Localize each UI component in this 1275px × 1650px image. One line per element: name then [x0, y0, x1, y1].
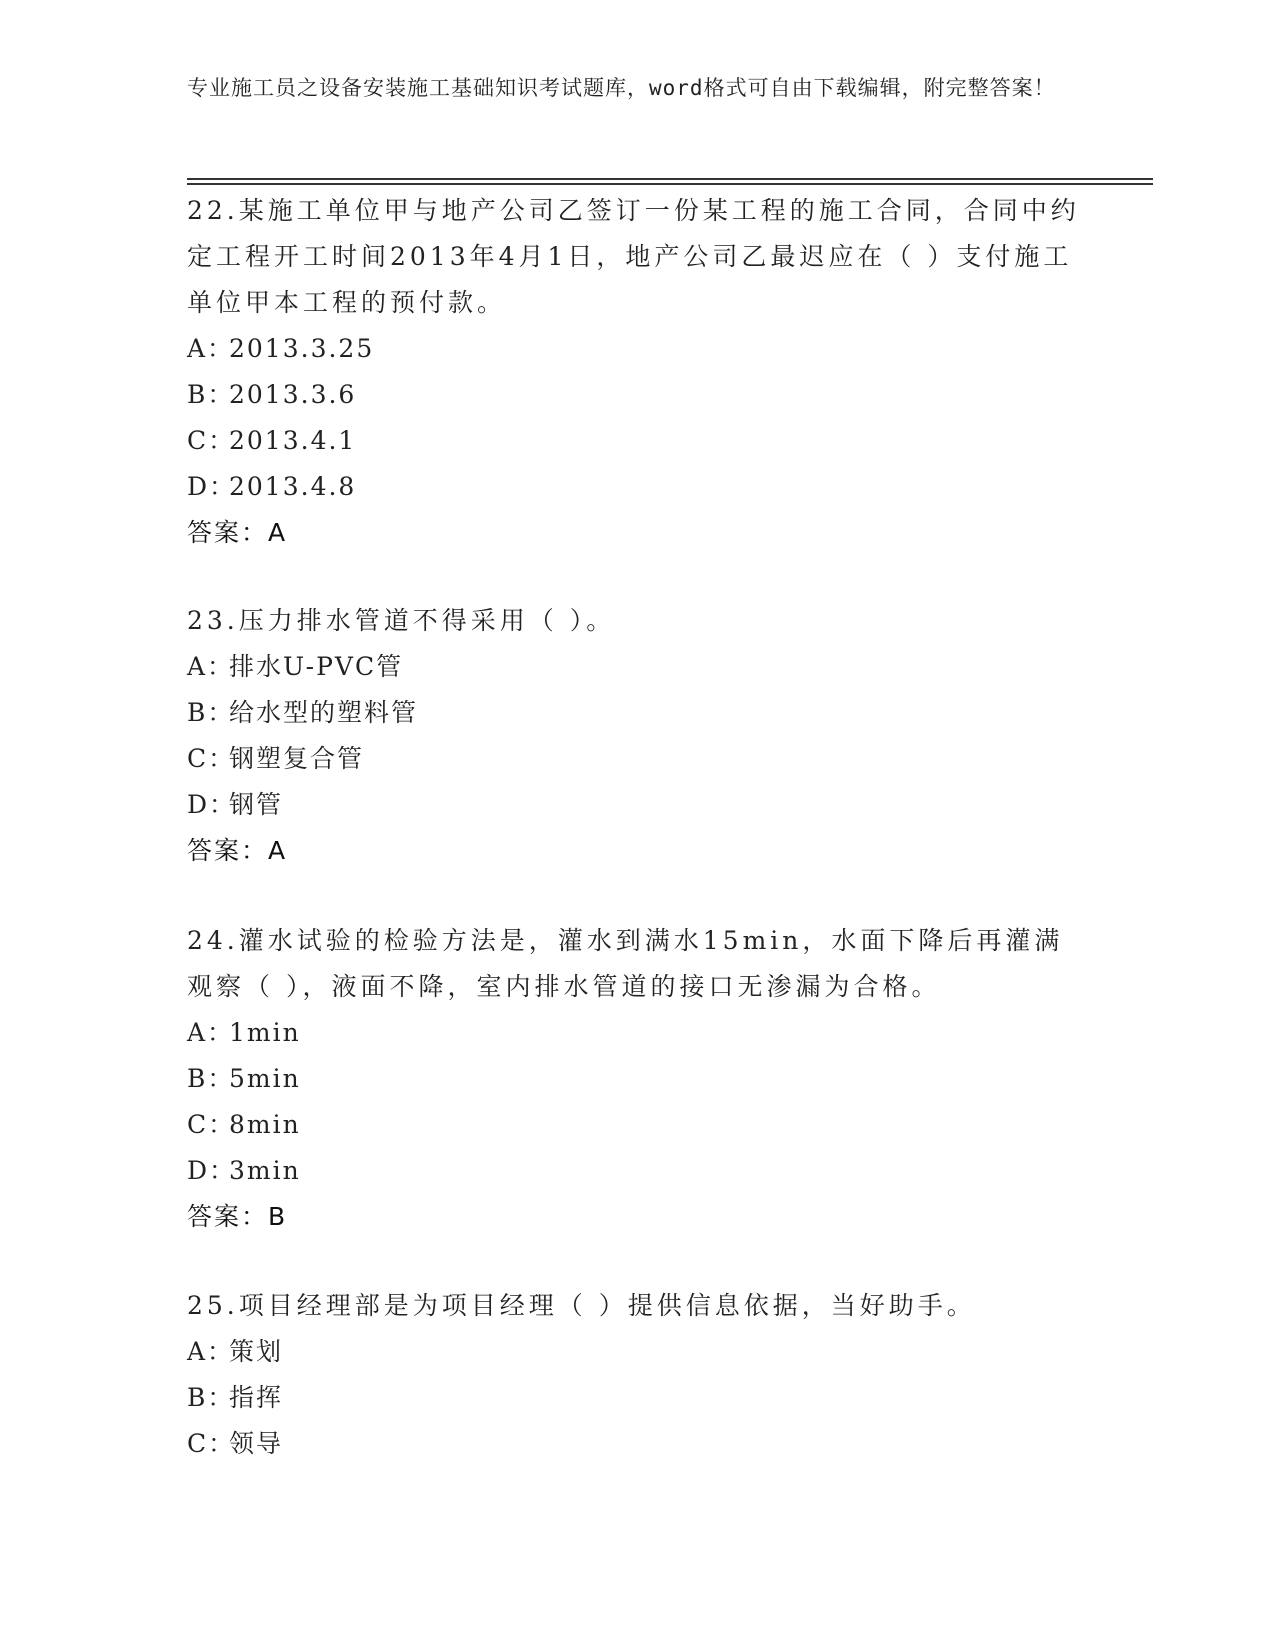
option-a: [187, 1329, 1087, 1375]
option-key: D：: [187, 790, 237, 819]
option-text: 2013.4.8: [229, 472, 357, 501]
option-text: 钢管: [229, 790, 284, 819]
option-b: [187, 372, 1087, 418]
question-stem: 24.灌水试验的检验方法是，灌水到满水15min，水面下降后再灌满观察（ ），液面不降，室内排水管道的接口无渗漏为合格。: [187, 926, 1064, 1001]
header-divider-top: [187, 178, 1153, 180]
question-25: [187, 1283, 1087, 1467]
option-b: [187, 1375, 1087, 1421]
option-text: 钢塑复合管: [229, 744, 365, 773]
option-text: 2013.3.6: [229, 380, 357, 409]
option-text: 2013.4.1: [229, 426, 357, 455]
answer-line: 答案：A: [187, 518, 288, 547]
option-key: B：: [187, 380, 235, 409]
option-text: 指挥: [229, 1383, 284, 1412]
option-key: A：: [187, 652, 235, 681]
option-text: 3min: [229, 1156, 301, 1185]
option-b: [187, 1056, 1087, 1102]
option-key: C：: [187, 1110, 236, 1139]
option-text: 策划: [229, 1337, 284, 1366]
option-text: 5min: [229, 1064, 301, 1093]
header-divider-bottom: [187, 183, 1153, 185]
option-key: B：: [187, 1064, 235, 1093]
option-a: [187, 1010, 1087, 1056]
question-stem: 25.项目经理部是为项目经理（ ）提供信息依据，当好助手。: [187, 1291, 976, 1320]
answer-line: 答案：A: [187, 836, 288, 865]
option-text: 给水型的塑料管: [229, 698, 419, 727]
option-c: [187, 736, 1087, 782]
document-header-text: 专业施工员之设备安装施工基础知识考试题库，word格式可自由下载编辑，附完整答案！: [187, 76, 1056, 100]
option-c: [187, 418, 1087, 464]
option-key: A：: [187, 334, 235, 363]
option-key: D：: [187, 472, 237, 501]
question-stem: 23.压力排水管道不得采用（ ）。: [187, 606, 616, 635]
option-key: A：: [187, 1337, 235, 1366]
option-c: [187, 1102, 1087, 1148]
option-text: 1min: [229, 1018, 301, 1047]
option-d: [187, 782, 1087, 828]
option-a: [187, 326, 1087, 372]
option-d: [187, 464, 1087, 510]
option-key: C：: [187, 426, 236, 455]
option-c: [187, 1421, 1087, 1467]
answer-line: 答案：B: [187, 1202, 288, 1231]
option-key: B：: [187, 698, 235, 727]
option-b: [187, 690, 1087, 736]
option-key: A：: [187, 1018, 235, 1047]
option-text: 领导: [229, 1429, 284, 1458]
question-23: [187, 598, 1087, 874]
option-a: [187, 644, 1087, 690]
option-key: D：: [187, 1156, 237, 1185]
option-text: 排水U-PVC管: [229, 652, 404, 681]
question-24: [187, 918, 1087, 1240]
question-stem: 22.某施工单位甲与地产公司乙签订一份某工程的施工合同，合同中约定工程开工时间2013年4月1日，地产公司乙最迟应在（ ）支付施工单位甲本工程的预付款。: [187, 196, 1080, 317]
option-d: [187, 1148, 1087, 1194]
option-key: C：: [187, 744, 236, 773]
option-key: C：: [187, 1429, 236, 1458]
option-key: B：: [187, 1383, 235, 1412]
question-22: [187, 188, 1087, 556]
option-text: 2013.3.25: [229, 334, 375, 363]
option-text: 8min: [229, 1110, 301, 1139]
